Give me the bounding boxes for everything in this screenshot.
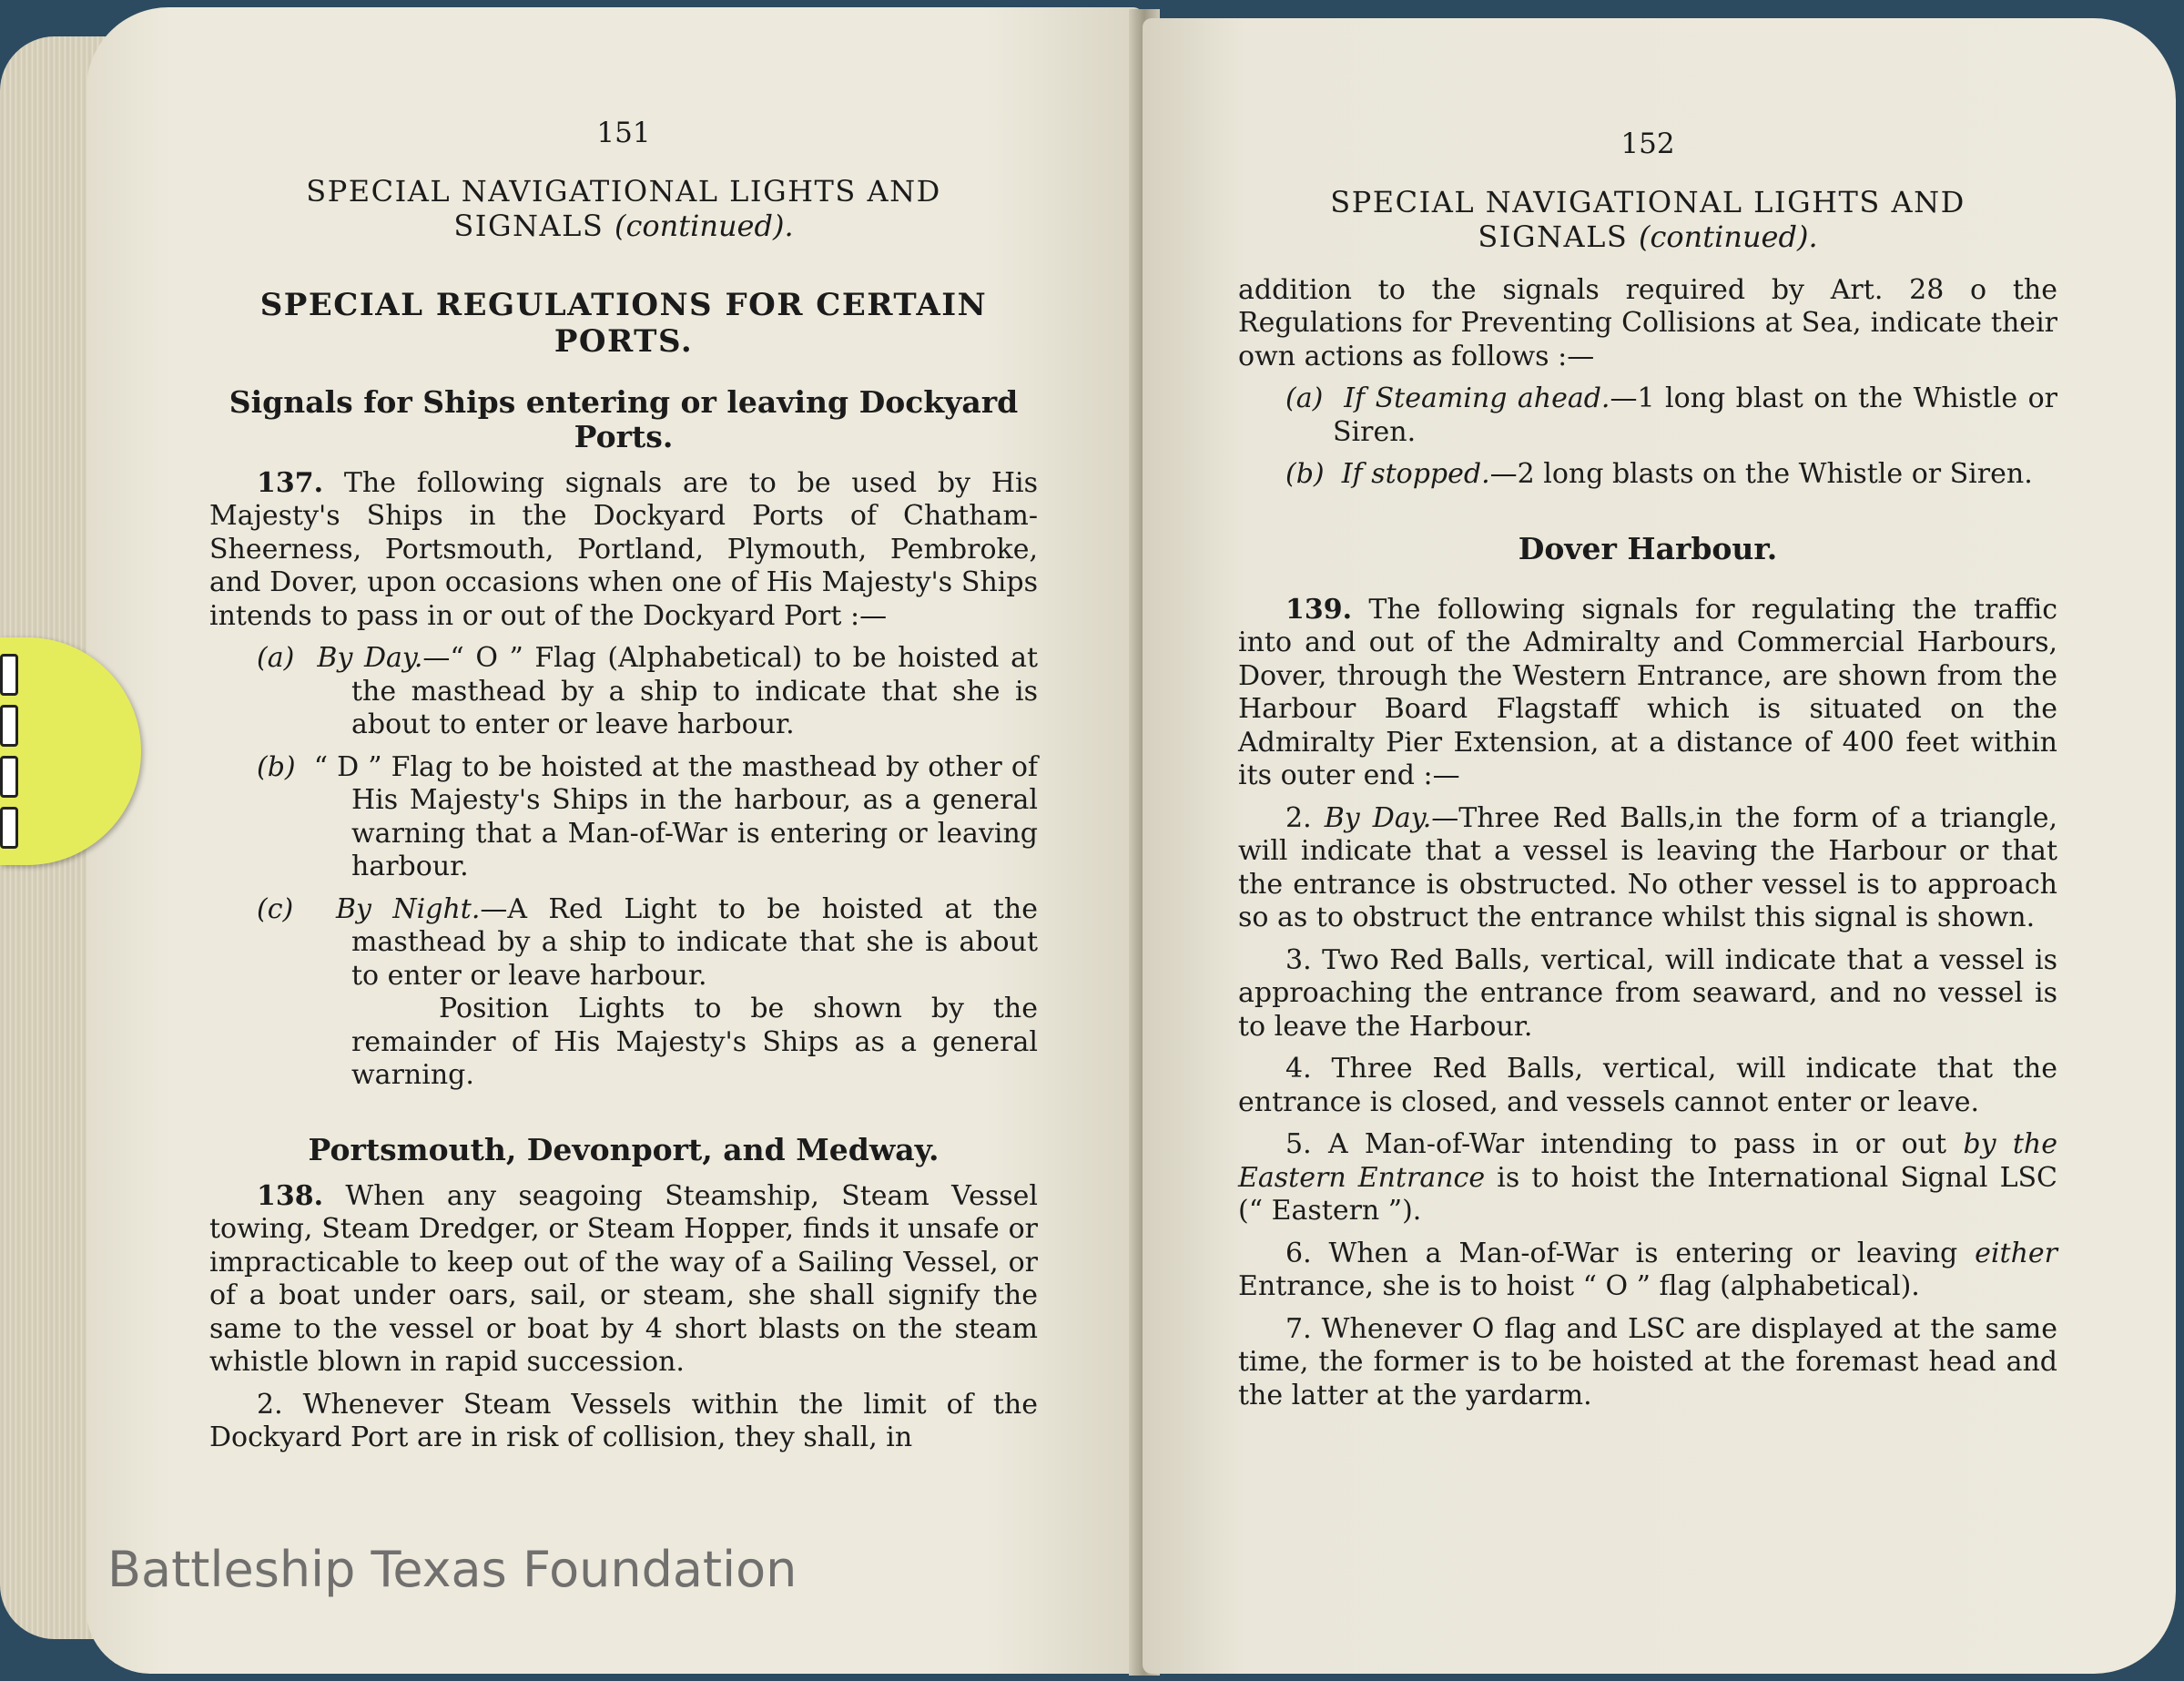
item-lead: If Steaming ahead. [1344, 382, 1610, 414]
running-head-line: SPECIAL NAVIGATIONAL LIGHTS AND [1330, 184, 1966, 219]
right-page [1143, 18, 2176, 1674]
article-139-paragraph-4: 4. Three Red Balls, vertical, will indicate that the entrance is closed, and vessels cannot enter or leave. [1238, 1053, 2057, 1118]
item-text: “ D ” Flag to be hoisted at the masthead by other of His Majesty's Ships in the harbour, as a general warning that a Man-of-War is entering or leaving harbour. [313, 750, 1038, 882]
page-number: 151 [596, 117, 651, 149]
subsection-heading-line-2: Ports. [574, 418, 674, 454]
article-137 [209, 467, 1038, 634]
section-heading-line: SPECIAL REGULATIONS FOR CERTAIN [259, 286, 988, 323]
watermark-text: Battleship Texas Foundation [107, 1541, 797, 1598]
subsection-heading: Dover Harbour. [1518, 530, 1778, 566]
running-head [1238, 185, 2057, 254]
left-page [86, 7, 1143, 1674]
list-item-b [1238, 458, 2057, 492]
item-lead: By Night. [336, 892, 481, 925]
spacer [1238, 501, 2057, 532]
list-item-a [1238, 382, 2057, 449]
tab-hole [0, 807, 18, 849]
article-number: 139. [1285, 593, 1353, 626]
list-item-c [209, 893, 1038, 993]
item-label: (c) [257, 892, 294, 925]
paragraph-text-2: Entrance, she is to hoist “ O ” flag (alphabetical). [1238, 1270, 1920, 1302]
article-138 [209, 1180, 1038, 1380]
article-text: The following signals for regulating the traffic into and out of the Admiralty and Commercial Harbours, Dover, through the Western Entrance, are shown from the Harbour Board Flagstaff which is situated on the Admiralty Pier Extension, at a distance of 400 feet within its outer end :— [1238, 593, 2057, 791]
item-label: (b) [1285, 458, 1325, 490]
article-139 [1238, 594, 2057, 793]
item-text: —2 long blasts on the Whistle or Siren. [1489, 458, 2033, 490]
running-head-word: SIGNALS [1478, 219, 1629, 254]
item-lead: If stopped. [1341, 458, 1490, 490]
article-139-paragraph-2 [1238, 802, 2057, 935]
running-head-continued: (continued). [614, 208, 794, 243]
spacer [209, 1102, 1038, 1133]
running-head [209, 174, 1038, 243]
right-page-content [1238, 127, 2057, 1421]
page-number: 152 [1620, 127, 1675, 160]
article-139-paragraph-3: 3. Two Red Balls, vertical, will indicate that a vessel is approaching the entrance from seaward, and no vessel is to leave the Harbour. [1238, 943, 2057, 1043]
article-text: The following signals are to be used by His Majesty's Ships in the Dockyard Ports of Chatham-Sheerness, Portsmouth, Portland, Plymouth, Pembroke, and Dover, upon occasions when one of His Majesty's Ships intends to pass in or out of the Dockyard Port :— [209, 466, 1039, 632]
list-item-b [209, 751, 1038, 884]
paragraph-text: 5. A Man-of-War intending to pass in or out [1285, 1128, 1947, 1160]
continued-paragraph: addition to the signals required by Art. 28 o the Regulations for Preventing Collisions at Sea, indicate their own actions as follows :— [1238, 273, 2057, 372]
item-label: (b) [257, 750, 296, 783]
item-text: —“ O ” Flag (Alphabetical) to be hoisted at the masthead by a ship to indicate that she is about to enter or leave harbour. [351, 642, 1039, 740]
tab-hole [0, 705, 18, 747]
article-138-paragraph-2: 2. Whenever Steam Vessels within the limit of the Dockyard Port are in risk of collision, they shall, in [209, 1388, 1038, 1453]
article-139-paragraph-5 [1238, 1128, 2057, 1228]
item-label: (a) [257, 642, 295, 674]
subsection-heading-line: Signals for Ships entering or leaving Dockyard [229, 383, 1019, 420]
section-heading-line-2: PORTS. [554, 322, 694, 360]
running-head-word: SIGNALS [453, 208, 604, 243]
tab-hole [0, 654, 18, 696]
running-head-line-2 [1238, 219, 2057, 254]
paragraph-number: 2. [1285, 801, 1312, 834]
list-item-a [209, 642, 1038, 742]
item-text: —1 long blast on the Whistle or Siren. [1333, 382, 2057, 448]
running-head-line-2 [209, 209, 1038, 243]
bookmark-tab-holes [0, 654, 20, 858]
paragraph-italic: either [1975, 1237, 2057, 1269]
article-number: 138. [257, 1179, 324, 1212]
item-text: —A Red Light to be hoisted at the masthead by a ship to indicate that she is about to enter or leave harbour. [351, 892, 1038, 992]
paragraph-text-2: is to hoist the International Signal LSC (“ Eastern ”). [1238, 1161, 2057, 1227]
list-item-c-continuation: Position Lights to be shown by the remainder of His Majesty's Ships as a general warning. [351, 993, 1038, 1091]
paragraph-lead: By Day. [1324, 801, 1432, 834]
article-number: 137. [257, 466, 324, 499]
paragraph-italic: by the Eastern Entrance [1238, 1128, 2057, 1194]
article-text: When any seagoing Steamship, Steam Vessel towing, Steam Dredger, or Steam Hopper, finds it unsafe or impracticable to keep out of the way of a Sailing Vessel, or of a boat under oars, sail, or steam, she shall signify the same to the vessel or boat by 4 short blasts on the steam whistle blown in rapid succession. [209, 1179, 1038, 1378]
running-head-continued: (continued). [1638, 219, 1818, 254]
tab-hole [0, 756, 18, 798]
item-lead: By Day. [317, 642, 423, 674]
item-label: (a) [1285, 382, 1324, 414]
running-head-line: SPECIAL NAVIGATIONAL LIGHTS AND [306, 173, 941, 209]
subsection-heading [209, 385, 1038, 454]
section-heading [209, 287, 1038, 360]
paragraph-text: 6. When a Man-of-War is entering or leaving [1285, 1237, 1958, 1269]
article-139-paragraph-6 [1238, 1238, 2057, 1304]
article-139-paragraph-7: 7. Whenever O flag and LSC are displayed at the same time, the former is to be hoisted at the foremast head and the latter at the yardarm. [1238, 1312, 2057, 1411]
paragraph-text: —Three Red Balls,in the form of a triangle, will indicate that a vessel is leaving the Harbour or that the entrance is obstructed. No other vessel is to approach so as to obstruct the entrance whilst this signal is shown. [1238, 801, 2057, 933]
left-page-content [209, 117, 1038, 1464]
subsection-heading: Portsmouth, Devonport, and Medway. [308, 1131, 940, 1167]
